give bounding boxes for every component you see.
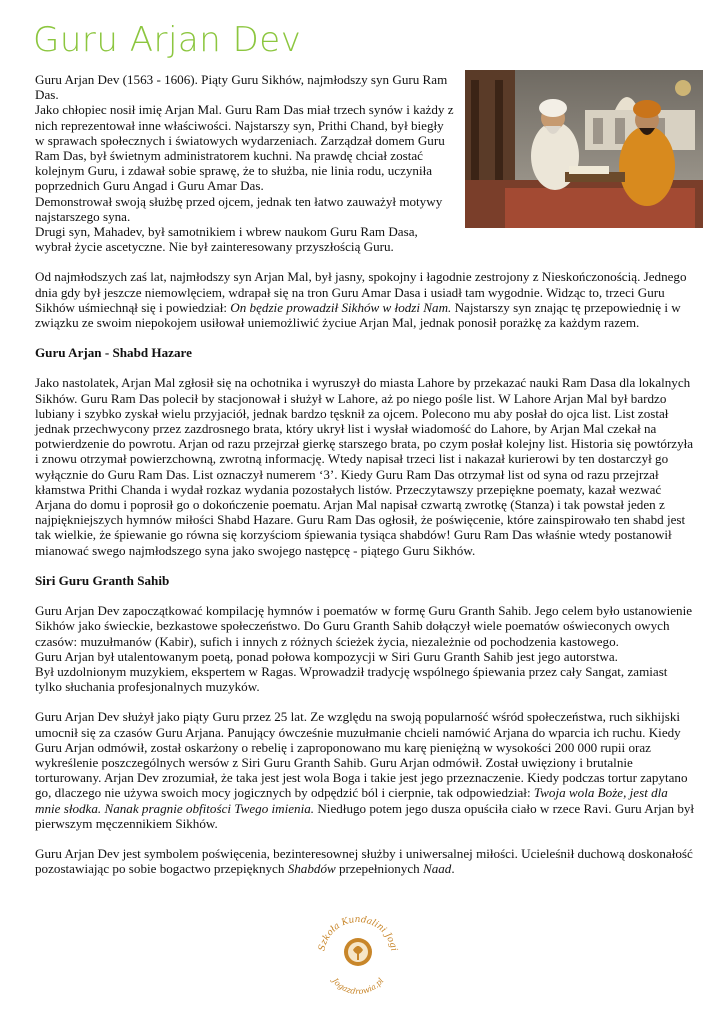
granth-paragraph-2: Guru Arjan był utalentowanym poetą, ponad połowa kompozycji w Siri Guru Granth Sahib jest jego autorstwa. <box>35 648 618 664</box>
section-heading-granth-sahib: Siri Guru Granth Sahib <box>35 572 170 588</box>
martyr-quote: Twoja wola Boże, jest dla mnie słodka. Nanak pragnie obfitości Twego imienia. <box>35 785 668 816</box>
logo-bottom-text: Jogazdrowia.pl <box>330 976 386 997</box>
granth-paragraph-1: Guru Arjan Dev zapoczątkować kompilację hymnów i poematów w formę Guru Granth Sahib. Jego celem było ustanowienie Sikhów jako świeckie, bezkastowe społeczeństwo. Do Guru Granth Sahib dołączył wiele poematów oświeconych owych czasów: muzułmanów (Kabir), sufich i innych z różnych ścieżek życia, niezależnie od pochodzenia kastowego. <box>35 603 693 649</box>
guru-painting-image <box>465 70 703 228</box>
intro-paragraph-4: Drugi syn, Mahadev, był samotnikiem i wbrew naukom Guru Ram Dasa, wybrał życie ascetyczne. Nie był zainteresowany przyszłością Guru. <box>35 224 418 255</box>
martyrdom-paragraph: Guru Arjan Dev służył jako piąty Guru przez 25 lat. Ze względu na swoją popularność wśród społeczeństwa, ruch sikhijski umocnił się za czasów Guru Arjana. Panujący ówcześnie muzułmanie chcieli namówić Arjana do wparcia ich ruchu. Kiedy Guru Arjan odmówił, został oskarżony o rebelię i zaproponowano mu karę pieniężną w wysokości 200 000 rupii oraz wykreślenie poszczególnych wersów z Siri Guru Granth Sahib. Guru Arjan odmówił. Został uwięziony i brutalnie torturowany. Arjan Dev zrozumiał, że taka jest jest wola Boga i takie jest jego przeznaczenie. Kiedy podczas tortur zapytano go, dlaczego nie używa swoich mocy jogicznych by odpędzić ból i cierpnie, tak odpowiedział: Twoja wola Boże, jest dla mnie słodka. Nanak pragnie obfitości Twego imienia. Niedługo potem jego dusza opuściła ciało w rzece Ravi. Guru Arjan był pierwszym męczennikiem Sikhów. <box>35 709 695 831</box>
shabd-hazare-paragraph: Jako nastolatek, Arjan Mal zgłosił się na ochotnika i wyruszył do miasta Lahore by przekazać nauki Ram Dasa dla lokalnych Sikhów. Guru Ram Das polecił by stacjonował i służył w Lahore, aż po niego pośle list. W Lahore Arjan Mal był bardzo lubiany i szybko zyskał wielu przyjaciół, jednak bardzo tęsknił za ojcem. Polecono mu aby posłał do ojca list. List został jednak przechwycony przez zazdrosnego brata, który ukrył list i wysłał wiadomość do Lahore, by Arjan Mal czekał na potwierdzenie do powrotu. Arjan od razu przejrzał gierkę starszego brata, po czym posłał kolejny list. Historia się powtórzyła i znowu otrzymał powierzchowną, zwrotną informację. Wtedy napisał trzeci list i nakazał kurierowi by ten dostarczył go wyłącznie do Guru Ram Das. List oznaczył numerem ‘3’. Kiedy Guru Ram Das otrzymał list od syna od razu przejrzał kłamstwa Prithi Chanda i wydał rozkaz wydania pozostałych listów. Przeczytawszy przepiękne poematy, kazał wezwać Arjana do domu i poprosił go o dokończenie poematu. Arjan Mal napisał czwartą zwrotkę (Stanza) i tak powstał jeden z najpiękniejszych hymnów miłości Shabd Hazare. Guru Ram Das ogłosił, że poświęcenie, które zainspirowało ten shabd jest tak wielkie, że śpiewanie go równa się korzyściom śpiewania tysiąca shabdów! Guru Ram Das właśnie wtedy postanowił mianować swego najmłodszego syna jako swojego następcę - piątego Guru Sikhów. <box>35 375 694 558</box>
youngest-son-paragraph: Od najmłodszych zaś lat, najmłodszy syn Arjan Mal, był jasny, spokojny i łagodnie zestrojony z Nieskończonością. Jednego dnia gdy był jeszcze niemowlęciem, wdrapał się na tron Guru Amar Dasa i usiadł tam wygodnie. Widząc to, trzeci Guru Sikhów uśmiechnął się i powiedział: On będzie prowadził Sikhów w łodzi Nam. Najstarszy syn znając tę przepowiednię i w związku ze swoim niepokojem usiłował uniemożliwić życiue Arjan Mal, jednak ponosił porażkę za każdym razem. <box>35 269 687 331</box>
intro-paragraph-2: Jako chłopiec nosił imię Arjan Mal. Guru Ram Das miał trzech synów i każdy z nich reprezentował inne właściwości. Najstarszy syn, Prithi Chand, był biegły w sprawach społecznych i światowych wydarzeniach. Zarządzał domem Guru Ram Das, był świetnym administratorem kuchni. Na prawdę chciał zostać kolejnym Guru, i zdawał sobie sprawę, że to służba, nie linia rodu, uczyniła poprzednich Guru Angad i Guru Amar Das. <box>35 102 454 194</box>
page-title: Guru Arjan Dev <box>33 20 302 60</box>
svg-text:Jogazdrowia.pl <box>329 975 386 996</box>
prophecy-quote: On będzie prowadził Sikhów w łodzi Nam. <box>230 299 452 315</box>
section-heading-shabd-hazare: Guru Arjan - Shabd Hazare <box>35 345 192 361</box>
granth-paragraph-3: Był uzdolnionym muzykiem, ekspertem w Ragas. Wprowadził tradycję wspólnego śpiewania przez cały Sangat, zamiast tylko słuchania profesjonalnych muzyków. <box>35 663 668 695</box>
intro-paragraph-1: Guru Arjan Dev (1563 - 1606). Piąty Guru Sikhów, najmłodszy syn Guru Ram Das. <box>35 72 448 103</box>
school-logo <box>312 906 404 998</box>
logo-ring-text: Szkoła Kundalini Jogi <box>317 914 399 953</box>
article-body <box>35 72 695 891</box>
intro-paragraph-3: Demonstrował swoją służbę przed ojcem, jednak ten łatwo zauważył motywy najstarszego syna. <box>35 193 443 224</box>
closing-paragraph: Guru Arjan Dev jest symbolem poświęcenia, bezinteresownej służby i uniwersalnej miłości. Ucieleśnił duchową doskonałość pozostawiając po sobie bogactwo przepięknych Shabdów przepełnionych Naad. <box>35 845 693 877</box>
